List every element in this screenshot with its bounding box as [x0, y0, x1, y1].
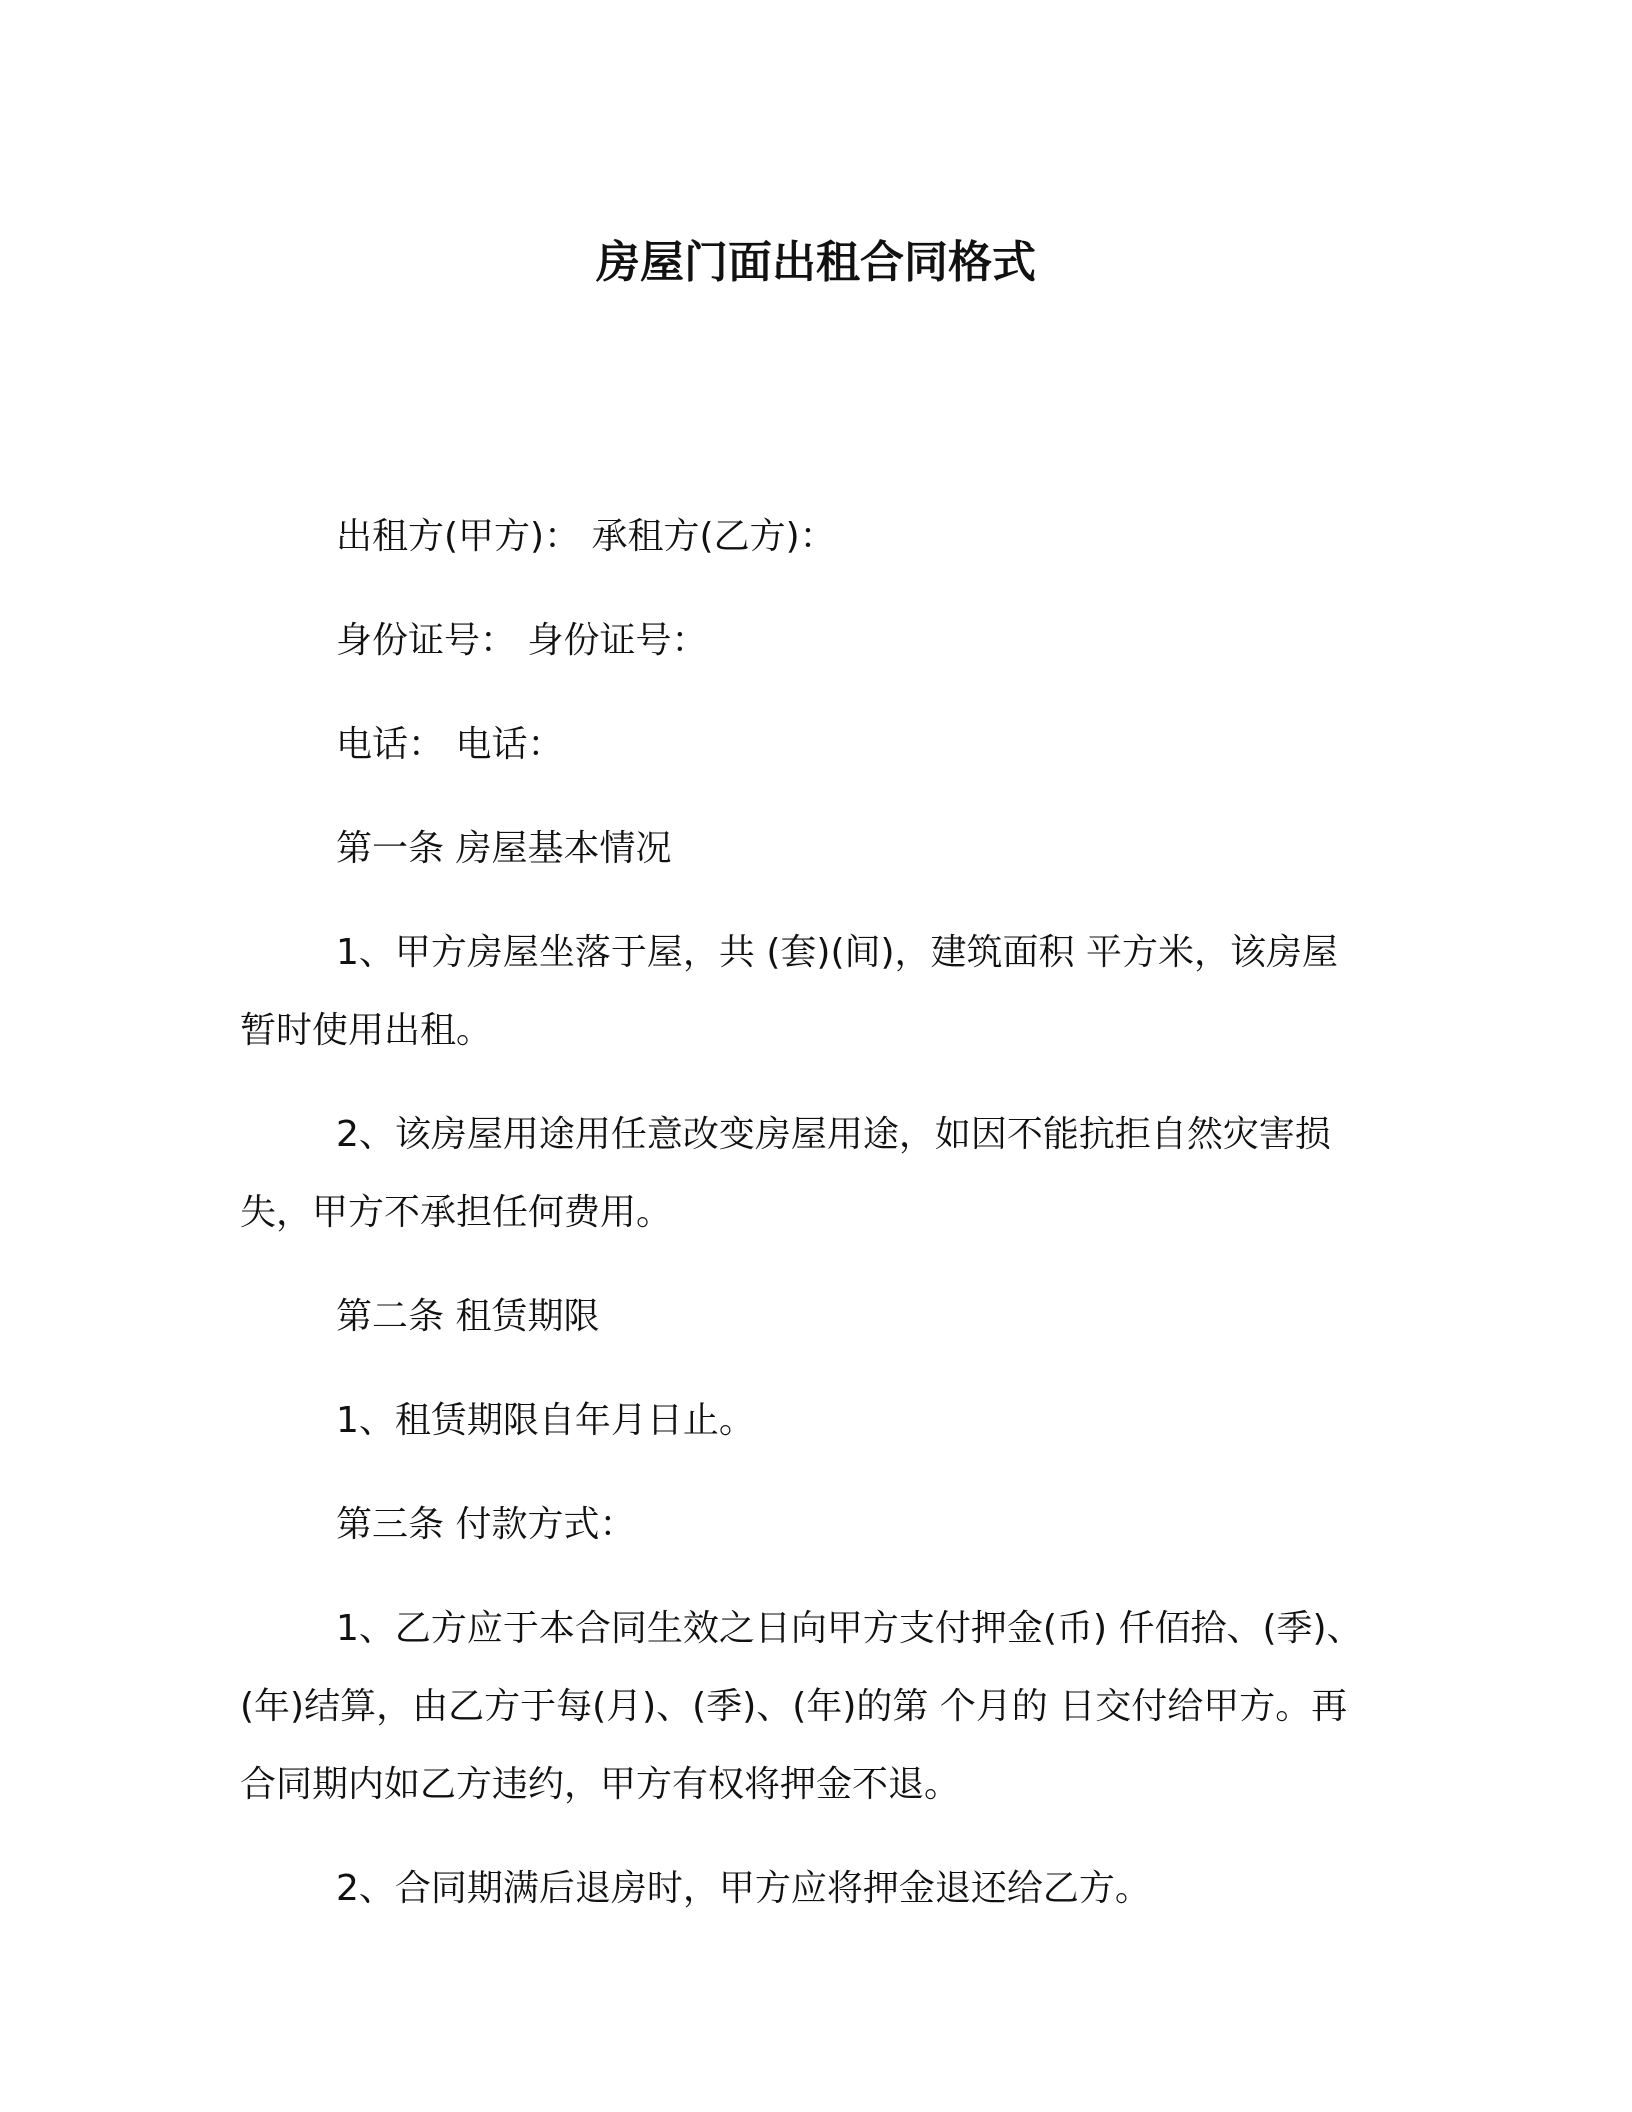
- parties-lessor-lessee: 出租方(甲方)： 承租方(乙方)：: [336, 516, 836, 557]
- article3-item2: 2、合同期满后退房时，甲方应将押金退还给乙方。: [336, 1868, 1151, 1909]
- document-title: 房屋门面出租合同格式: [596, 237, 1036, 288]
- article1-item2: [240, 1096, 1360, 1252]
- article1-item1: [240, 914, 1360, 1070]
- article1-item2-line1: 2、该房屋用途用任意改变房屋用途，如因不能抗拒自然灾害损: [336, 1114, 1331, 1155]
- article1-item1-line2: 暂时使用出租。: [240, 1010, 493, 1051]
- article3-item1-line1: 1、乙方应于本合同生效之日向甲方支付押金(币) 仟佰拾、(季)、: [336, 1608, 1363, 1649]
- article1-item1-line1: 1、甲方房屋坐落于屋，共 (套)(间)，建筑面积 平方米，该房屋: [336, 932, 1338, 973]
- article3-heading: 第三条 付款方式：: [336, 1504, 636, 1545]
- article2-heading: 第二条 租赁期限: [336, 1296, 600, 1337]
- parties-phones: 电话： 电话：: [336, 724, 564, 765]
- article1-heading: 第一条 房屋基本情况: [336, 828, 672, 869]
- article3-item1: [240, 1590, 1363, 1824]
- parties-id-numbers: 身份证号： 身份证号：: [336, 620, 708, 661]
- article3-item1-line2: (年)结算，由乙方于每(月)、(季)、(年)的第 个月的 日交付给甲方。再: [240, 1686, 1348, 1727]
- article3-item1-line3: 合同期内如乙方违约，甲方有权将押金不退。: [240, 1764, 961, 1805]
- article2-item1: 1、租赁期限自年月日止。: [336, 1400, 755, 1441]
- article1-item2-line2: 失，甲方不承担任何费用。: [240, 1192, 673, 1233]
